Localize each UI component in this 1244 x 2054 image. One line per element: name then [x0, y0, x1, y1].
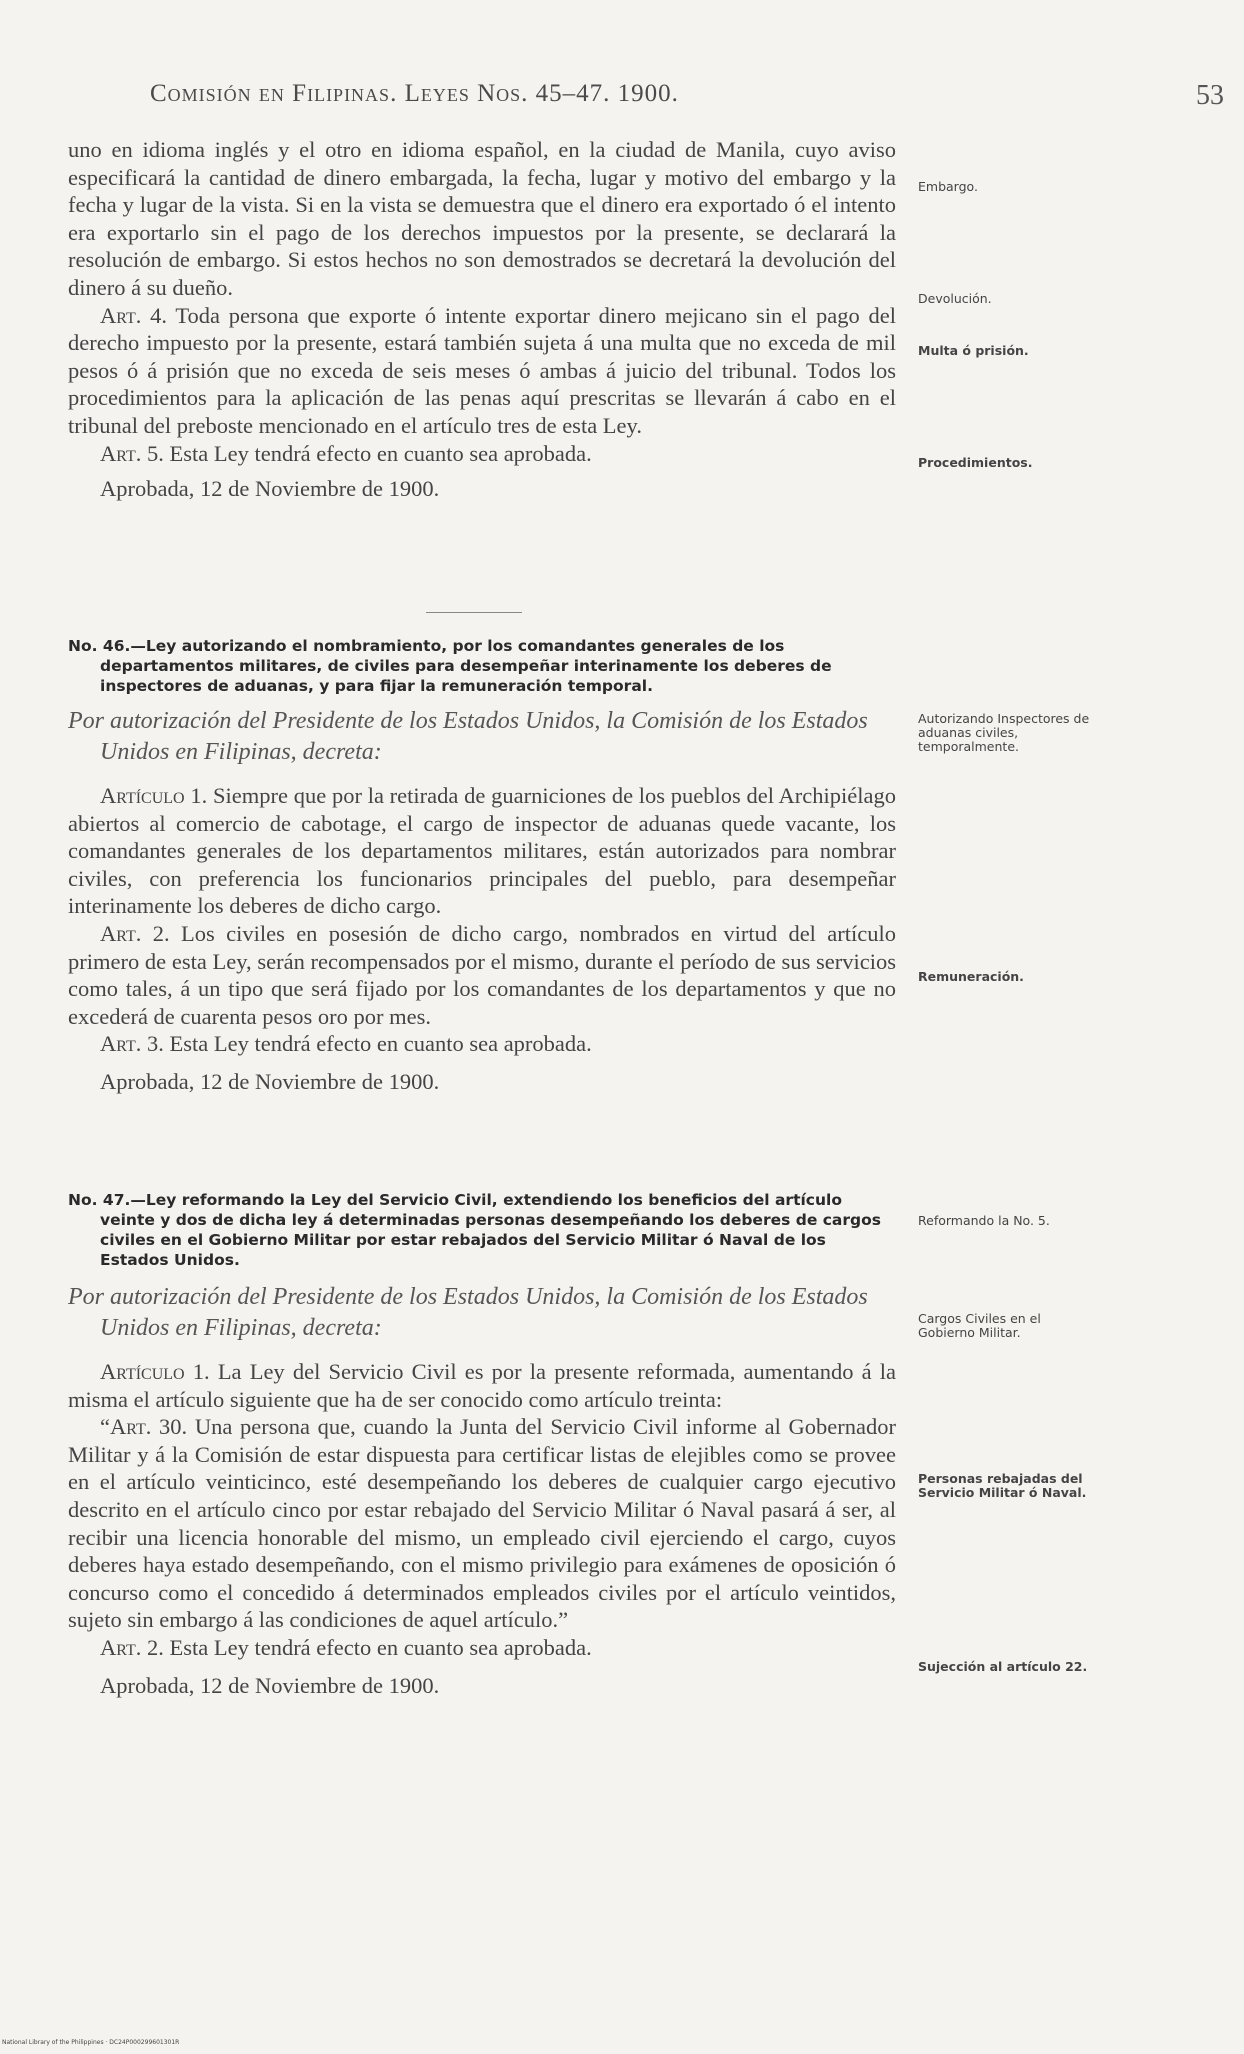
running-head: Comisión en Filipinas. Leyes Nos. 45–47. 1900.: [150, 80, 679, 107]
law-47-approved: Aprobada, 12 de Noviembre de 1900.: [100, 1672, 440, 1698]
law-45-continuation: [68, 136, 896, 503]
law-47-heading: No. 47.—Ley reformando la Ley del Servicio Civil, extendiendo los beneficios del artículo veinte y dos de dicha ley á determinadas personas desempeñando los deberes de cargos civiles en el Gobierno Militar por estar rebajados del Servicio Militar ó Naval de los Estados Unidos.: [68, 1191, 881, 1269]
sidenote-procedimientos: Procedimientos.: [918, 455, 1033, 470]
sidenote-personas: Personas rebajadas del Servicio Militar ó Naval.: [918, 1471, 1087, 1500]
sidenote-embargo: Embargo.: [918, 179, 978, 194]
sidenote-cargos: Cargos Civiles en el Gobierno Militar.: [918, 1311, 1041, 1340]
article-text: Esta Ley tendrá efecto en cuanto sea aprobada.: [169, 1031, 592, 1057]
article-text: Siempre que por la retirada de guarniciones de los pueblos del Archipiélago abiertos al comercio de cabotage, el cargo de inspector de aduanas quede vacante, los comandantes generales de los departamentos militares, están autorizados para nombrar civiles, con preferencia los funcionarios principales del pueblo, para desempeñar interinamente los deberes de dicho cargo.: [68, 783, 896, 919]
sidenote-remuneracion: Remuneración.: [918, 969, 1024, 984]
sidenote-devolucion: Devolución.: [918, 291, 992, 306]
sidenote-autorizando: Autorizando Inspectores de aduanas civiles, temporalmente.: [918, 711, 1090, 754]
page-number: 53: [1196, 80, 1224, 111]
article-label: Art. 3.: [100, 1031, 164, 1057]
law-46-approved: Aprobada, 12 de Noviembre de 1900.: [100, 1068, 440, 1094]
law-47-article-2: [68, 1634, 896, 1662]
article-text: La Ley del Servicio Civil es por la presente reformada, aumentando á la misma el artículo siguiente que ha de ser conocido como artículo treinta:: [68, 1359, 897, 1412]
law-46-article-1: [68, 782, 896, 920]
article-label: Art. 2.: [100, 1634, 164, 1660]
sidenote-multa: Multa ó prisión.: [918, 343, 1029, 358]
article-text: Esta Ley tendrá efecto en cuanto sea aprobada.: [169, 1634, 592, 1660]
law-46-heading: No. 46.—Ley autorizando el nombramiento, por los comandantes generales de los departamentos militares, de civiles para desempeñar interinamente los deberes de inspectores de aduanas, y para fijar la remuneración temporal.: [68, 637, 832, 695]
law-45-article-4: [68, 302, 896, 440]
law-45-approved: Aprobada, 12 de Noviembre de 1900.: [100, 476, 440, 502]
article-text: Esta Ley tendrá efecto en cuanto sea aprobada.: [169, 440, 592, 466]
article-label: Artículo 1.: [100, 783, 208, 808]
sidenote-reformando: Reformando la No. 5.: [918, 1213, 1050, 1228]
law-46-article-3: [68, 1030, 896, 1058]
law-45-cont-paragraph: uno en idioma inglés y el otro en idioma español, en la ciudad de Manila, cuyo aviso especificará la cantidad de dinero embargada, la fecha, lugar y motivo del embargo y la fecha y lugar de la vista. Si en la vista se demuestra que el dinero era exportado ó el intento era exportarlo sin el pago de los derechos impuestos por la presente, se declarará la resolución de embargo. Si estos hechos no son demostrados se decretará la devolución del dinero á su dueño.: [68, 137, 896, 300]
law-46-article-2: [68, 920, 896, 1030]
sidenote-sujecion: Sujección al artículo 22.: [918, 1659, 1088, 1674]
law-47-article-1: [68, 1358, 896, 1413]
article-label: Art. 2.: [100, 920, 170, 946]
law-47-preamble: Por autorización del Presidente de los Estados Unidos, la Comisión de los Estados Unidos en Filipinas, decreta:: [68, 1284, 868, 1341]
article-text: Los civiles en posesión de dicho cargo, nombrados en virtud del artículo primero de esta Ley, serán recompensados por el mismo, durante el período de sus servicios como tales, á un tipo que será fijado por los comandantes de los departamentos y que no excederá de cuarenta pesos oro por mes.: [68, 920, 897, 1029]
article-label: Art. 5.: [100, 440, 164, 466]
separator-rule: [426, 612, 522, 613]
law-47: [68, 1190, 896, 1699]
law-45-article-5: [68, 440, 896, 468]
article-text: Toda persona que exporte ó intente exportar dinero mejicano sin el pago del derecho impuesto por la presente, estará también sujeta á una multa que no exceda de mil pesos ó á prisión que no exceda de seis meses ó ambas á juicio del tribunal. Todos los procedimientos para la aplicación de las penas aquí prescritas se llevarán á cabo en el tribunal del preboste mencionado en el artículo tres de esta Ley.: [68, 302, 896, 438]
scan-credit: National Library of the Philippines · DC24P000299601301R: [2, 2039, 180, 2046]
article-text: Una persona que, cuando la Junta del Servicio Civil informe al Gobernador Militar y á la Comisión de estar dispuesta para certificar listas de elejibles como se provee en el artículo veinticinco, esté desempeñando los deberes de cualquier cargo ejecutivo descrito en el artículo cinco por estar rebajado del Servicio Militar ó Naval pasará á ser, al recibir una licencia honorable del mismo, un empleado civil ejerciendo el cargo, cuyos deberes haya estado desempeñando, con el mismo privilegio para exámenes de oposición ó concurso como el concedido á determinados empleados civiles por el artículo veintidos, sujeto sin embargo á las condiciones de aquel artículo.”: [68, 1414, 896, 1633]
law-46-preamble: Por autorización del Presidente de los Estados Unidos, la Comisión de los Estados Unidos en Filipinas, decreta:: [68, 708, 868, 765]
article-label: Artículo 1.: [100, 1359, 210, 1384]
law-47-article-30: [68, 1413, 896, 1634]
law-46: [68, 636, 896, 1096]
article-label: Art. 4.: [100, 302, 167, 328]
article-label: “Art. 30.: [100, 1414, 188, 1440]
